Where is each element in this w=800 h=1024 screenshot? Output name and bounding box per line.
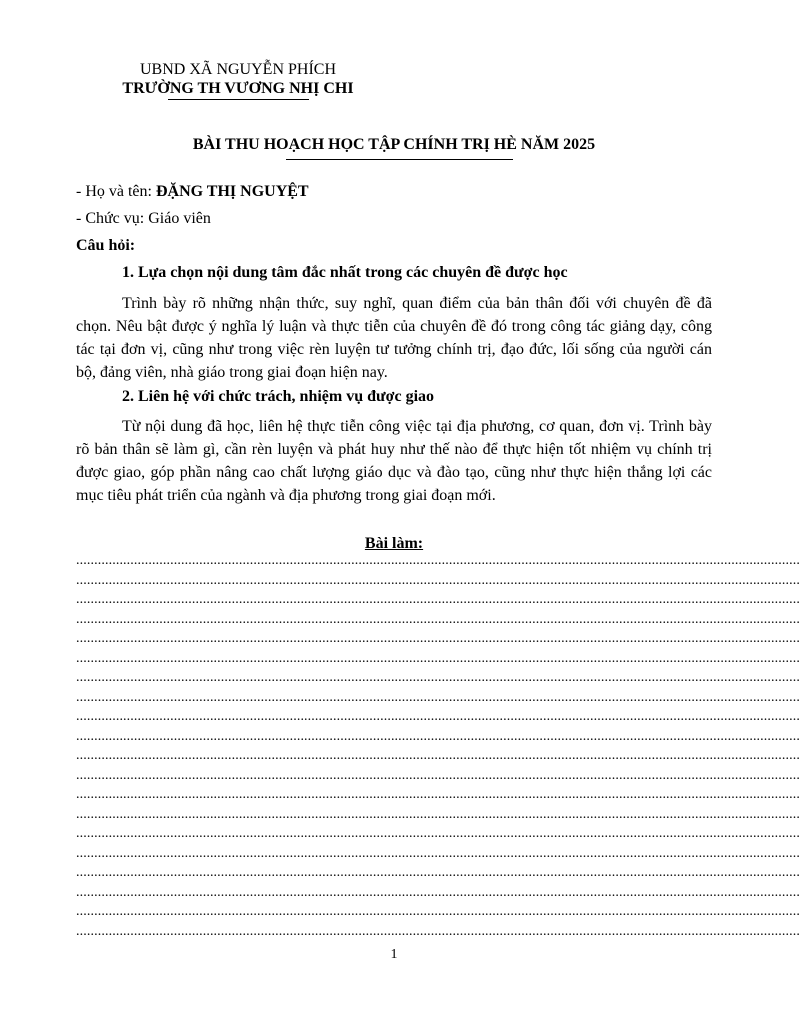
question-1-body: Trình bày rõ những nhận thức, suy nghĩ, quan điểm của bản thân đối với chuyên đề đã chọn. Nêu bật được ý nghĩa lý luận và thực tiễn của chuyên đề đó trong công tác giảng dạy, công tác tại đơn vị, cũng như trong việc rèn luyện tư tưởng chính trị, đạo đức, lối sống của người cán bộ, đảng viên, nhà giáo trong giai đoạn hiện nay. <box>76 295 712 381</box>
answer-line[interactable]: ........................................................................................................................................................................................................ <box>76 689 800 705</box>
role-row <box>76 209 211 229</box>
question-label: Câu hỏi: <box>76 237 136 254</box>
answer-line[interactable]: ........................................................................................................................................................................................................ <box>76 748 800 763</box>
answer-line[interactable]: ........................................................................................................................................................................................................ <box>76 806 800 822</box>
answer-lines <box>76 551 800 941</box>
school-name: TRƯỜNG TH VƯƠNG NHỊ CHI <box>122 80 354 97</box>
answer-line[interactable]: ........................................................................................................................................................................................................ <box>76 787 800 802</box>
name-row <box>76 182 309 202</box>
answer-line[interactable]: ........................................................................................................................................................................................................ <box>76 670 800 685</box>
answer-line[interactable]: ........................................................................................................................................................................................................ <box>76 728 800 744</box>
answer-line[interactable]: ........................................................................................................................................................................................................ <box>76 611 800 627</box>
answer-line[interactable]: ........................................................................................................................................................................................................ <box>76 904 800 919</box>
role-label: - Chức vụ: <box>76 210 149 227</box>
answer-line[interactable]: ........................................................................................................................................................................................................ <box>76 845 800 861</box>
org-underline <box>168 99 309 100</box>
name-value: ĐẶNG THỊ NGUYỆT <box>155 183 309 200</box>
role-value: Giáo viên <box>148 210 211 227</box>
page-number: 1 <box>390 947 398 962</box>
answer-line[interactable]: ........................................................................................................................................................................................................ <box>76 826 800 841</box>
answer-line[interactable]: ........................................................................................................................................................................................................ <box>76 572 800 588</box>
question-2-body: Từ nội dung đã học, liên hệ thực tiễn công việc tại địa phương, cơ quan, đơn vị. Trình bày rõ bản thân sẽ làm gì, cần rèn luyện và phát huy như thế nào để thực hiện tốt nhiệm vụ chính trị được giao, góp phần nâng cao chất lượng giáo dục và đào tạo, cũng như thực hiện thắng lợi các mục tiêu phát triển của ngành và địa phương trong giai đoạn mới. <box>76 418 712 504</box>
answer-line[interactable]: ........................................................................................................................................................................................................ <box>76 631 800 646</box>
answer-line[interactable]: ........................................................................................................................................................................................................ <box>76 767 800 783</box>
answer-line[interactable]: ........................................................................................................................................................................................................ <box>76 884 800 900</box>
document-title: BÀI THU HOẠCH HỌC TẬP CHÍNH TRỊ HÈ NĂM 2025 <box>192 136 596 153</box>
answer-line[interactable]: ........................................................................................................................................................................................................ <box>76 923 800 939</box>
answer-title: Bài làm: <box>364 535 424 552</box>
org-name: UBND XÃ NGUYỄN PHÍCH <box>140 61 336 78</box>
org-header <box>110 60 366 100</box>
answer-line[interactable]: ........................................................................................................................................................................................................ <box>76 865 800 880</box>
question-1-heading: 1. Lựa chọn nội dung tâm đắc nhất trong các chuyên đề được học <box>122 264 568 281</box>
question-2-heading: 2. Liên hệ với chức trách, nhiệm vụ được giao <box>122 388 435 405</box>
answer-line[interactable]: ........................................................................................................................................................................................................ <box>76 592 800 607</box>
answer-line[interactable]: ........................................................................................................................................................................................................ <box>76 553 800 568</box>
title-underline <box>286 159 513 160</box>
name-label: - Họ và tên: <box>76 183 156 200</box>
answer-line[interactable]: ........................................................................................................................................................................................................ <box>76 709 800 724</box>
answer-line[interactable]: ........................................................................................................................................................................................................ <box>76 650 800 666</box>
